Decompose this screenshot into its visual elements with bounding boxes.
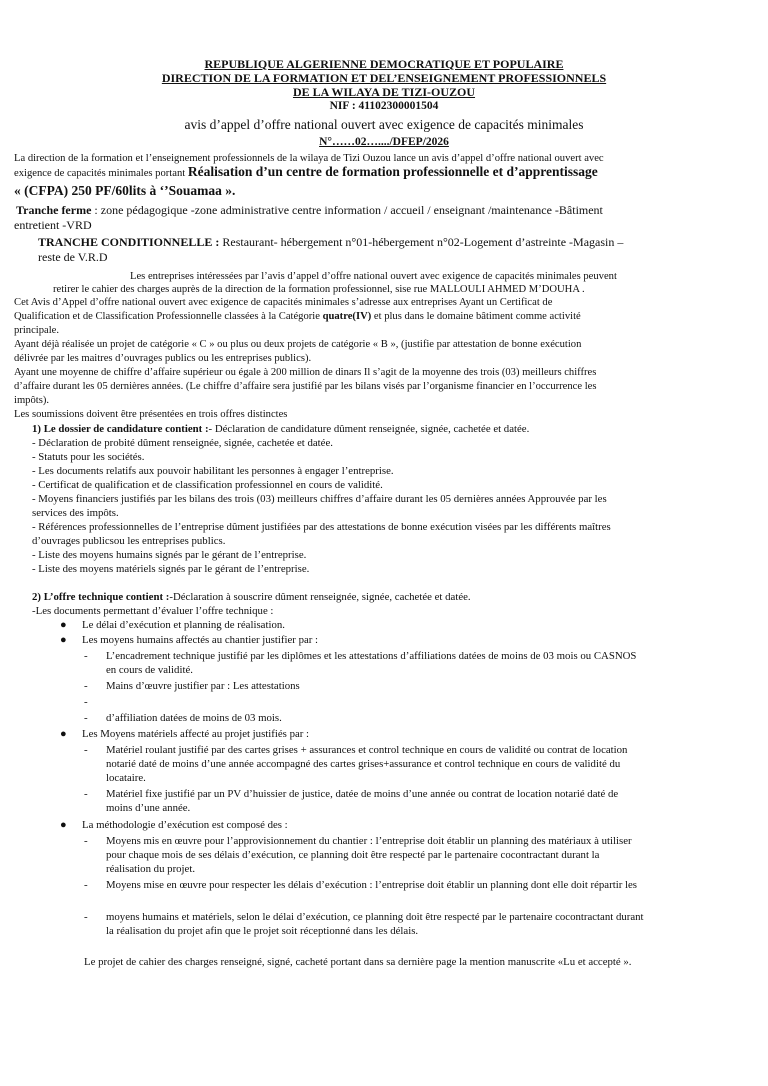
intro-line-2 (14, 164, 598, 181)
dash-icon: - (84, 744, 88, 756)
dash-icon: - (84, 650, 88, 662)
sub-item: moyens humains et matériels, selon le délai d’exécution, ce planning doit être respecté par le partenaire cocontractant durant (106, 911, 644, 923)
project-location: « (CFPA) 250 PF/60lits à ‘’Souamaa ». (14, 183, 236, 198)
sub-item-cont: notarié daté de moins d’une année accompagné des cartes grises+assurance et control technique en cours de validité du (106, 758, 621, 770)
dash-icon: - (84, 788, 88, 800)
dash-icon: - (84, 696, 88, 708)
section-1-heading (32, 422, 529, 436)
bullet-icon: ● (60, 619, 67, 631)
body-line-2: retirer le cahier des charges auprès de la direction de la formation professionnel, sise rue MALLOULI AHMED M’DOUHA . (53, 284, 585, 295)
sub-item-cont: pour chaque mois de ses délais d’exécution, ce planning doit être respecté par le partenaire cocontractant durant la (106, 849, 600, 861)
sub-item: Matériel roulant justifié par des cartes grises + assurances et control technique en cours de validité ou contrat de location (106, 744, 628, 756)
intro-line-1: La direction de la formation et l’enseignement professionnels de la wilaya de Tizi Ouzou lance un avis d’appel d’offre national ouvert avec (14, 153, 604, 164)
republic-heading: REPUBLIQUE ALGERIENNE DEMOCRATIQUE ET POPULAIRE (204, 57, 564, 71)
sub-item-cont: réalisation du projet. (106, 863, 196, 875)
section-1-title: 1) Le dossier de candidature contient : (32, 423, 209, 435)
bullet-icon: ● (60, 728, 67, 740)
firm-tranche-text: : zone pédagogique -zone administrative centre information / accueil / enseignant /maintenance -Bâtiment (91, 203, 603, 217)
section-2-title-rest: -Déclaration à souscrire dûment renseignée, signée, cachetée et datée. (169, 591, 471, 603)
section-1-item: - Certificat de qualification et de classification professionnel en cours de validité. (32, 479, 383, 491)
bullet-icon: ● (60, 819, 67, 831)
section-2-heading (32, 590, 471, 604)
bullet-item: Les Moyens matériels affecté au projet justifiés par : (82, 728, 310, 740)
sub-item-cont: en cours de validité. (106, 664, 193, 676)
section-1-item: d’ouvrages publicsou les entreprises publics. (32, 535, 226, 547)
conditional-tranche (38, 235, 623, 250)
section-2-subheading: -Les documents permettant d’évaluer l’offre technique : (32, 605, 274, 617)
dash-icon: - (84, 835, 88, 847)
firm-tranche-label: Tranche ferme (16, 203, 92, 217)
notice-reference: N°……02…..../DFEP/2026 (319, 136, 449, 148)
bullet-item: Les moyens humains affectés au chantier justifier par : (82, 634, 319, 646)
body-line-10: impôts). (14, 395, 50, 406)
body-line-8: Ayant une moyenne de chiffre d’affaire supérieur ou égale à 200 million de dinars Il s’agit de la moyenne des trois (03) meilleurs chiffres (14, 367, 597, 378)
section-1-item: - Liste des moyens matériels signés par le gérant de l’entreprise. (32, 563, 310, 575)
project-title: Réalisation d’un centre de formation professionnelle et d’apprentissage (187, 164, 598, 179)
body-line-1: Les entreprises intéressées par l’avis d’appel d’offre national ouvert avec exigence de capacités minimales peuvent (130, 271, 617, 282)
body-line-4-text: Qualification et de Classification Professionnelle classées à la Catégorie (14, 311, 323, 322)
bullet-icon: ● (60, 634, 67, 646)
firm-tranche (16, 203, 603, 218)
sub-item: Moyens mis en œuvre pour l’approvisionnement du chantier : l’entreprise doit établir un planning des matériaux à utiliser (106, 835, 632, 847)
section-1-item: - Statuts pour les sociétés. (32, 451, 145, 463)
conditional-tranche-label: TRANCHE CONDITIONNELLE : (38, 235, 220, 249)
sub-item: Moyens mise en œuvre pour respecter les délais d’exécution : l’entreprise doit établir un planning dont elle doit répartir les (106, 879, 637, 891)
category-value: quatre(IV) (322, 311, 372, 322)
dash-icon: - (84, 911, 88, 923)
body-line-7: délivrée par les maitres d’ouvrages publics ou les entreprises publics). (14, 353, 312, 364)
body-line-11: Les soumissions doivent être présentées en trois offres distinctes (14, 409, 288, 420)
body-line-5: principale. (14, 325, 60, 336)
dash-icon: - (84, 680, 88, 692)
nif-number: NIF : 41102300001504 (329, 100, 439, 112)
section-1-item: - Liste des moyens humains signés par le gérant de l’entreprise. (32, 549, 307, 561)
body-line-9: d’affaire durant les 05 dernières années. (Le chiffre d’affaire sera justifié par les bilans visés par l’organisme financier en l’occurrence les (14, 381, 597, 392)
body-line-6: Ayant déjà réalisée un projet de catégorie « C » ou plus ou deux projets de catégorie « B », (justifie par attestation de bonne exécution (14, 339, 582, 350)
section-1-item: services des impôts. (32, 507, 119, 519)
conditional-tranche-cont: reste de V.R.D (38, 250, 108, 264)
sub-item-cont: la réalisation du projet afin que le projet soit réceptionné dans les délais. (106, 925, 419, 937)
sub-item: Mains d’œuvre justifier par : Les attestations (106, 680, 300, 692)
body-line-3: Cet Avis d’Appel d’offre national ouvert avec exigence de capacités minimales s’adresse aux entreprises Ayant un Certificat de (14, 297, 553, 308)
sub-item: Matériel fixe justifié par un PV d’huissier de justice, datée de moins d’une année ou contrat de location notarié daté de (106, 788, 619, 800)
wilaya-heading: DE LA WILAYA DE TIZI-OUZOU (292, 85, 476, 99)
section-1-title-rest: - Déclaration de candidature dûment renseignée, signée, cachetée et datée. (208, 423, 530, 435)
section-1-item: - Les documents relatifs aux pouvoir habilitant les personnes à engager l’entreprise. (32, 465, 394, 477)
bullet-item: La méthodologie d’exécution est composé des : (82, 819, 288, 831)
notice-title: avis d’appel d’offre national ouvert avec exigence de capacités minimales (184, 117, 584, 132)
direction-heading: DIRECTION DE LA FORMATION ET DEL’ENSEIGNEMENT PROFESSIONNELS (161, 71, 607, 85)
conditional-tranche-text: Restaurant- hébergement n°01-hébergement n°02-Logement d’astreinte -Magasin – (219, 235, 624, 249)
section-1-item: - Déclaration de probité dûment renseignée, signée, cachetée et datée. (32, 437, 333, 449)
intro-line-2-text: exigence de capacités minimales portant (14, 168, 188, 179)
bullet-item: Le délai d’exécution et planning de réalisation. (82, 619, 285, 631)
dash-icon: - (84, 712, 88, 724)
sub-item: d’affiliation datées de moins de 03 mois. (106, 712, 282, 724)
sub-item-cont: moins d’une année. (106, 802, 191, 814)
section-1-item: - Références professionnelles de l’entreprise dûment justifiées par des attestations de bonne exécution visées par les différents maîtres (32, 521, 611, 533)
sub-item-cont: locataire. (106, 772, 146, 784)
body-line-4-rest: et plus dans le domaine bâtiment comme activité (371, 311, 581, 322)
closing-statement: Le projet de cahier des charges renseigné, signé, cacheté portant dans sa dernière page la mention manuscrite «Lu et accepté ». (84, 956, 632, 968)
sub-item: L’encadrement technique justifié par les diplômes et les attestations d’affiliations datées de moins de 03 mois ou CASNOS (106, 650, 637, 662)
dash-icon: - (84, 879, 88, 891)
section-2-title: 2) L’offre technique contient : (32, 591, 170, 603)
section-1-item: - Moyens financiers justifiés par les bilans des trois (03) meilleurs chiffres d’affaire durant les 05 dernières années Approuvée par les (32, 493, 607, 505)
firm-tranche-cont: entretient -VRD (14, 218, 92, 232)
body-line-4 (14, 310, 581, 324)
